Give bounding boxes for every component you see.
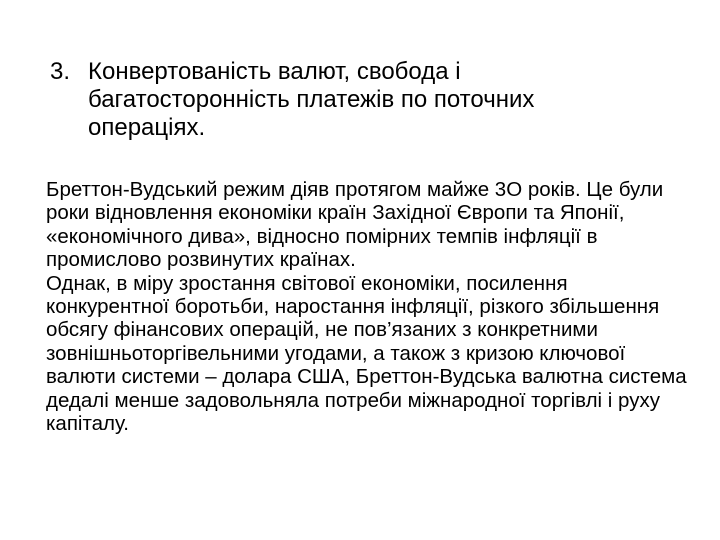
slide-body xyxy=(46,178,696,435)
heading-text: Конвертованість валют, свобода і багатосторонність платежів по поточних операціях. xyxy=(88,58,535,141)
paragraph-2: Однак, в міру зростання світової економіки, посилення конкурентної боротьби, наростання інфляції, різкого збільшення обсягу фінансових операцій, не пов’язаних з конкретними зовнішньоторгівельними угодами, а також з кризою ключової валюти системи – долара США, Бреттон-Вудська валютна система дедалі менше задовольняла потреби міжнародної торгівлі і руху капіталу. xyxy=(46,271,687,436)
paragraph-1: Бреттон-Вудський режим діяв протягом майже 3О років. Це були роки відновлення економіки країн Західної Європи та Японії, «економічного дива», відносно помірних темпів інфляції в промислово розвинутих країнах. xyxy=(46,178,664,272)
slide-heading xyxy=(50,58,690,142)
heading-number: 3. xyxy=(50,58,71,85)
